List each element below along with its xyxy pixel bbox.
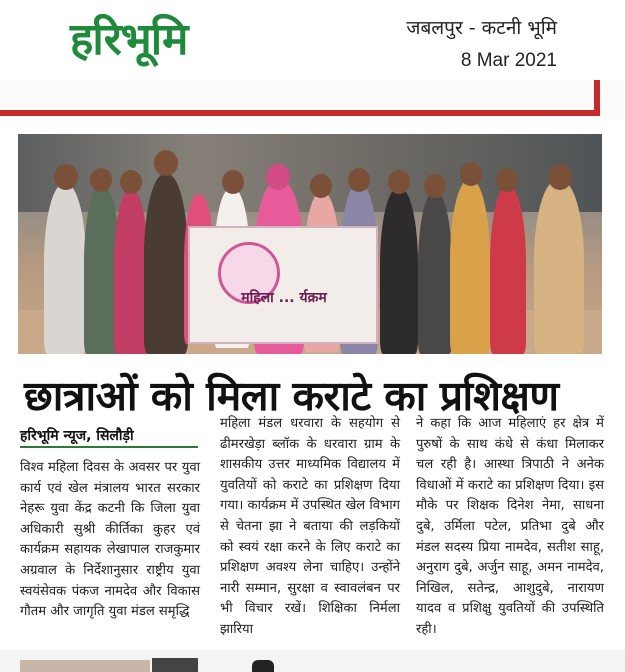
photo-head xyxy=(496,168,518,192)
photo-head xyxy=(54,164,78,190)
photo-head xyxy=(90,168,112,192)
photo-head xyxy=(120,170,142,194)
photo-person xyxy=(534,180,584,354)
photo-head xyxy=(222,170,244,194)
banner-text: महिला ... र्यक्रम xyxy=(241,290,327,306)
newspaper-logo: हरिभूमि xyxy=(70,14,188,65)
photo-person xyxy=(418,192,452,354)
byline-underline xyxy=(20,446,198,448)
photo-person xyxy=(450,180,490,354)
article-column-3: ने कहा कि आज महिलाएं हर क्षेत्र में पुरुषों के साथ कंधे से कंधा मिलाकर चल रही है। आस्था त्रिपाठी ने अनेक विधाओं में कराटे का प्रशिक्षण दिया। इस मौके पर शिक्षक दिनेश नेमा, साधना दुबे, उर्मिला पटेल, प्रतिभा दुबे और मंडल सदस्य प्रिया नामदेव, सतीश साहू, अनुराग दुबे, अर्जुन साहू, अमन नामदेव, निखिल, सतेन्द्र, आशुदुबे, नारायण यादव व प्रशिक्षु युवतियों की उपस्थिति रही। xyxy=(416,416,604,637)
photo-head xyxy=(266,164,290,190)
photo-head xyxy=(388,170,410,194)
photo-person xyxy=(490,186,526,354)
photo-event-banner xyxy=(188,226,378,344)
article-column-1: विश्व महिला दिवस के अवसर पर युवा कार्य एवं खेल मंत्रालय भारत सरकार नेहरू युवा केंद्र कटनी कि जिला युवा अधिकारी सुश्री कीर्तिका कुहर एवं कार्यक्रम सहायक लेखापाल राजकुमार अग्रवाल के निर्देशानुसार राष्ट्रीय युवा स्वयंसेवक पंकज नामदेव और विकास गौतम और जागृति युवा मंडल समृद्धि xyxy=(20,460,200,620)
article-column-2: महिला मंडल धरवारा के सहयोग से ढीमरखेड़ा ब्लॉक के धरवारा ग्राम के शासकीय उत्तर माध्यमिक विद्यालय में युवतियों को कराटे का प्रशिक्षण दिया गया। कार्यक्रम में उपस्थित खेल विभाग से चेतना झा ने बताया की लड़कियों को स्वयं रक्षा करने के लिए कराटे का प्रशिक्षण अवश्य लेना चाहिए। उन्होंने नारी सम्मान, सुरक्षा व स्वावलंबन पर भी विचार रखें। शिक्षिका निर्मला झारिया xyxy=(220,416,400,637)
article-headline: छात्राओं को मिला कराटे का प्रशिक्षण xyxy=(24,372,559,420)
red-border-horizontal xyxy=(0,110,600,116)
next-article-text-fragment xyxy=(252,660,274,672)
edition-name: जबलपुर - कटनी भूमि xyxy=(406,17,557,39)
photo-head xyxy=(348,168,370,192)
next-article-image-fragment xyxy=(152,658,198,672)
photo-head xyxy=(424,174,446,198)
masthead xyxy=(0,0,625,80)
photo-head xyxy=(548,164,572,190)
publication-date: 8 Mar 2021 xyxy=(460,50,557,71)
article-photo xyxy=(18,134,602,354)
photo-head xyxy=(310,174,332,198)
photo-head xyxy=(154,150,178,176)
photo-person xyxy=(114,190,148,354)
article-byline: हरिभूमि न्यूज, सिलौड़ी xyxy=(20,428,134,444)
photo-person xyxy=(380,188,418,354)
red-border-vertical xyxy=(594,80,600,116)
next-article-image-fragment xyxy=(20,660,150,672)
photo-person xyxy=(44,184,86,354)
photo-head xyxy=(460,162,482,186)
photo-person xyxy=(144,174,188,354)
